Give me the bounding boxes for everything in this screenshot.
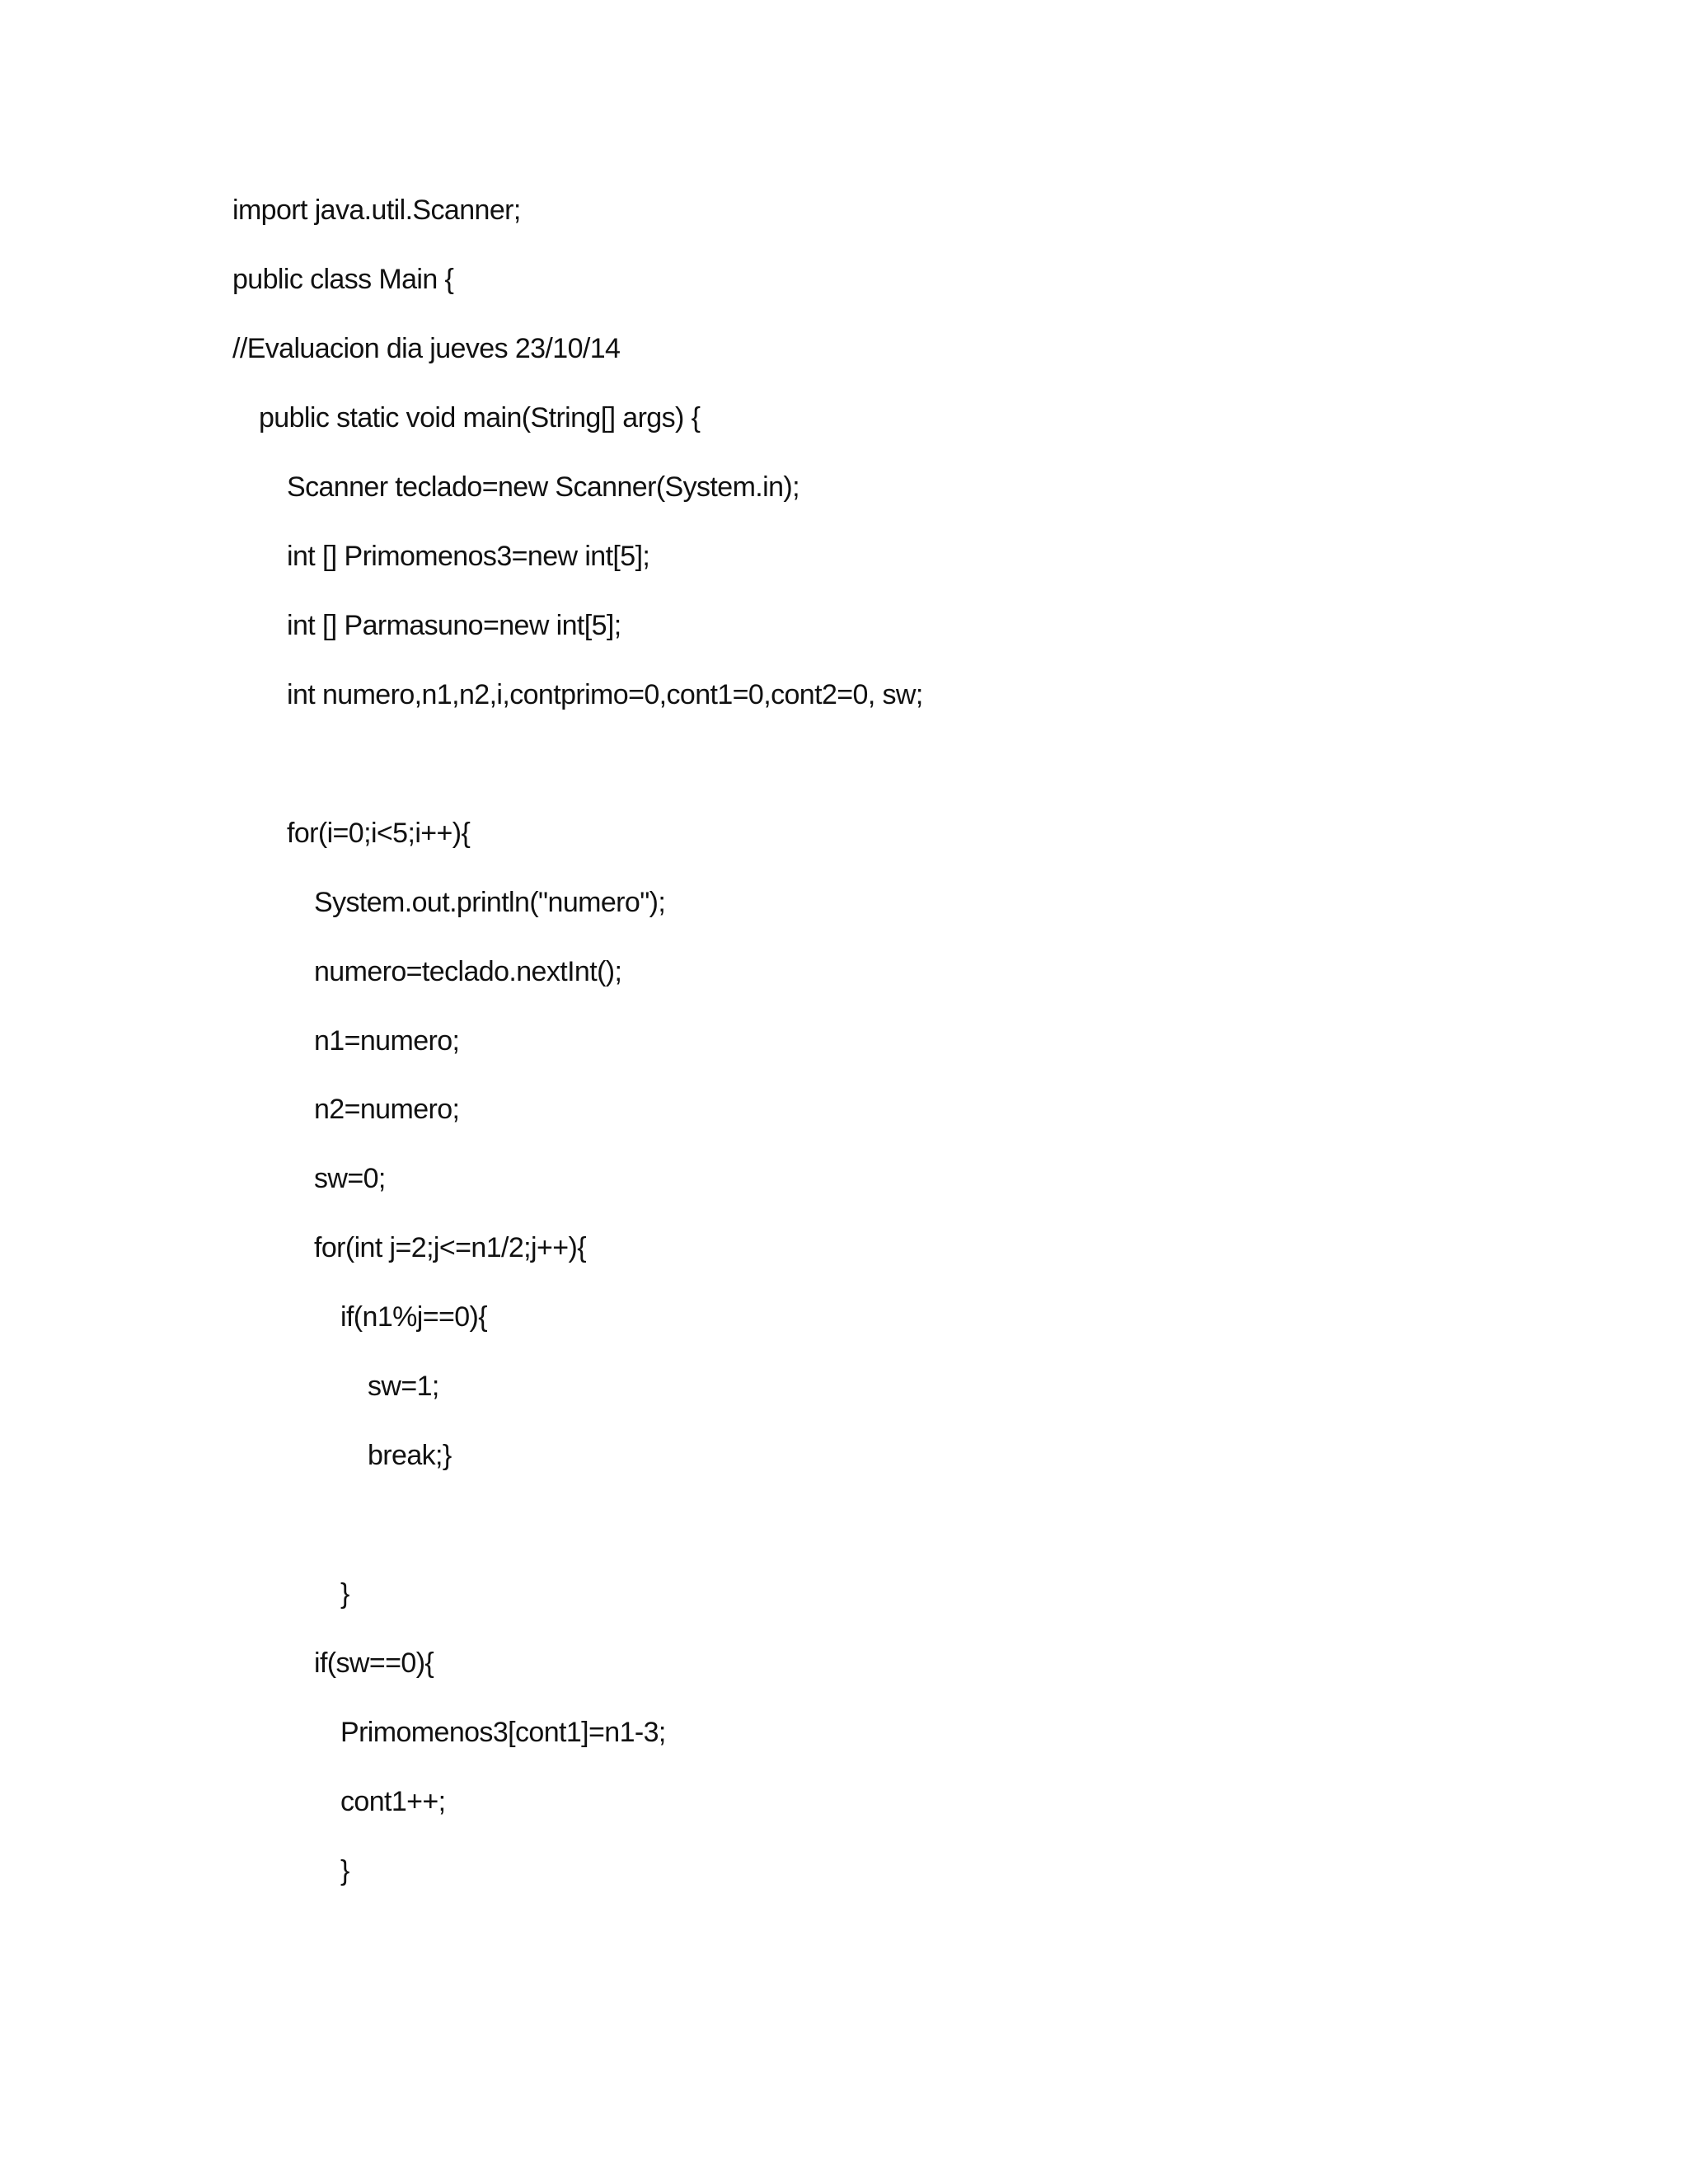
code-line-for-outer: for(i=0;i<5;i++){ (287, 818, 471, 849)
code-line-assign-n1: n1=numero; (314, 1025, 460, 1057)
code-line-store-primomenos3: Primomenos3[cont1]=n1-3; (340, 1717, 666, 1748)
code-line-import: import java.util.Scanner; (232, 194, 521, 226)
code-line-scanner: Scanner teclado=new Scanner(System.in); (287, 471, 799, 503)
code-line-read-input: numero=teclado.nextInt(); (314, 956, 622, 987)
code-line-println: System.out.println("numero"); (314, 887, 666, 918)
code-line-close-if: } (340, 1855, 349, 1886)
code-line-variables: int numero,n1,n2,i,contprimo=0,cont1=0,cont2=0, sw; (287, 679, 923, 710)
code-line-array-parmasuno: int [] Parmasuno=new int[5]; (287, 610, 621, 641)
code-line-assign-sw: sw=0; (314, 1163, 386, 1194)
code-line-assign-n2: n2=numero; (314, 1094, 460, 1125)
code-line-increment-cont1: cont1++; (340, 1786, 446, 1817)
code-line-main-method: public static void main(String[] args) { (259, 402, 701, 434)
code-line-for-inner: for(int j=2;j<=n1/2;j++){ (314, 1232, 586, 1263)
code-line-array-primomenos3: int [] Primomenos3=new int[5]; (287, 541, 650, 572)
code-line-set-sw: sw=1; (368, 1371, 439, 1402)
code-line-if-divisible: if(n1%j==0){ (340, 1301, 488, 1333)
code-line-class-declaration: public class Main { (232, 264, 454, 295)
code-line-break: break;} (368, 1440, 452, 1471)
code-line-comment: //Evaluacion dia jueves 23/10/14 (232, 333, 621, 364)
code-line-close-inner-for: } (340, 1578, 349, 1610)
code-line-if-prime: if(sw==0){ (314, 1647, 434, 1679)
